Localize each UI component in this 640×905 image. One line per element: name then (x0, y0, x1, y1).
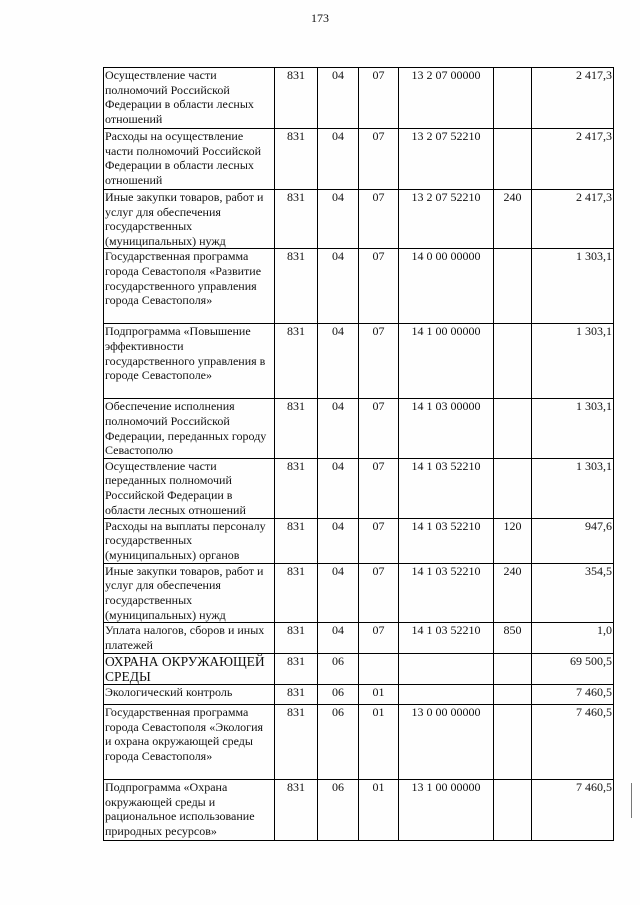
budget-table (103, 67, 614, 841)
cell-row-name: Обеспечение исполнения полномочий Российской Федерации, переданных городу Севастополю (104, 399, 275, 458)
cell-expense-type-code (494, 249, 532, 324)
cell-target-article-code: 14 1 03 52210 (399, 458, 494, 518)
cell-expense-type-code (494, 685, 532, 705)
cell-amount: 1 303,1 (532, 458, 614, 518)
cell-subsection-code (359, 654, 399, 685)
cell-amount: 1 303,1 (532, 399, 614, 458)
cell-section-code: 04 (318, 68, 359, 129)
cell-target-article-code: 13 0 00 00000 (399, 705, 494, 780)
cell-ved-code: 831 (275, 654, 318, 685)
cell-expense-type-code (494, 705, 532, 780)
cell-subsection-code: 07 (359, 458, 399, 518)
table-row (104, 324, 614, 399)
cell-expense-type-code (494, 780, 532, 841)
table-row (104, 518, 614, 563)
cell-section-code: 06 (318, 705, 359, 780)
cell-section-code: 04 (318, 458, 359, 518)
cell-subsection-code: 07 (359, 518, 399, 563)
table-row (104, 705, 614, 780)
cell-row-name: Подпрограмма «Повышение эффективности государственного управления в городе Севастополе» (104, 324, 275, 399)
table-body (104, 68, 614, 841)
cell-section-code: 06 (318, 780, 359, 841)
cell-expense-type-code: 240 (494, 190, 532, 249)
cell-section-code: 04 (318, 324, 359, 399)
scan-edge-mark (631, 783, 632, 818)
cell-target-article-code: 14 1 03 52210 (399, 563, 494, 622)
cell-ved-code: 831 (275, 399, 318, 458)
cell-target-article-code: 14 1 03 00000 (399, 399, 494, 458)
cell-amount: 947,6 (532, 518, 614, 563)
cell-subsection-code: 07 (359, 129, 399, 190)
cell-row-name: Осуществление части переданных полномочий Российской Федерации в области лесных отношений (104, 458, 275, 518)
table-row (104, 129, 614, 190)
cell-section-code: 04 (318, 399, 359, 458)
table-row (104, 563, 614, 622)
cell-amount: 2 417,3 (532, 129, 614, 190)
cell-ved-code: 831 (275, 780, 318, 841)
cell-target-article-code: 14 1 03 52210 (399, 518, 494, 563)
cell-row-name: Расходы на осуществление части полномочий Российской Федерации в области лесных отношений (104, 129, 275, 190)
cell-amount: 1,0 (532, 623, 614, 654)
cell-expense-type-code (494, 324, 532, 399)
cell-expense-type-code: 240 (494, 563, 532, 622)
cell-row-name: ОХРАНА ОКРУЖАЮЩЕЙ СРЕДЫ (104, 654, 275, 685)
cell-ved-code: 831 (275, 563, 318, 622)
table-row (104, 685, 614, 705)
cell-expense-type-code: 120 (494, 518, 532, 563)
cell-subsection-code: 07 (359, 399, 399, 458)
cell-subsection-code: 01 (359, 685, 399, 705)
cell-ved-code: 831 (275, 324, 318, 399)
cell-expense-type-code (494, 654, 532, 685)
table-row (104, 458, 614, 518)
cell-section-code: 04 (318, 129, 359, 190)
cell-subsection-code: 07 (359, 563, 399, 622)
cell-section-code: 04 (318, 518, 359, 563)
cell-target-article-code: 13 2 07 52210 (399, 190, 494, 249)
cell-expense-type-code (494, 68, 532, 129)
cell-target-article-code: 14 1 00 00000 (399, 324, 494, 399)
cell-section-code: 06 (318, 685, 359, 705)
cell-amount: 1 303,1 (532, 324, 614, 399)
cell-ved-code: 831 (275, 190, 318, 249)
table-row (104, 68, 614, 129)
cell-subsection-code: 07 (359, 324, 399, 399)
cell-ved-code: 831 (275, 685, 318, 705)
cell-ved-code: 831 (275, 68, 318, 129)
cell-expense-type-code (494, 129, 532, 190)
cell-amount: 2 417,3 (532, 190, 614, 249)
cell-row-name: Уплата налогов, сборов и иных платежей (104, 623, 275, 654)
cell-amount: 354,5 (532, 563, 614, 622)
cell-subsection-code: 07 (359, 623, 399, 654)
cell-ved-code: 831 (275, 458, 318, 518)
table-row (104, 190, 614, 249)
cell-subsection-code: 07 (359, 249, 399, 324)
cell-amount: 69 500,5 (532, 654, 614, 685)
cell-target-article-code: 13 2 07 52210 (399, 129, 494, 190)
cell-target-article-code: 13 1 00 00000 (399, 780, 494, 841)
cell-expense-type-code (494, 399, 532, 458)
table-row (104, 399, 614, 458)
table-row (104, 654, 614, 685)
cell-subsection-code: 07 (359, 68, 399, 129)
cell-target-article-code (399, 685, 494, 705)
cell-expense-type-code: 850 (494, 623, 532, 654)
cell-amount: 2 417,3 (532, 68, 614, 129)
cell-row-name: Государственная программа города Севастополя «Развитие государственного управления города Севастополя» (104, 249, 275, 324)
table-row (104, 623, 614, 654)
table-row (104, 780, 614, 841)
table-row (104, 249, 614, 324)
cell-section-code: 04 (318, 563, 359, 622)
cell-subsection-code: 01 (359, 780, 399, 841)
cell-section-code: 06 (318, 654, 359, 685)
cell-ved-code: 831 (275, 518, 318, 563)
cell-section-code: 04 (318, 190, 359, 249)
cell-row-name: Иные закупки товаров, работ и услуг для обеспечения государственных (муниципальных) нужд (104, 190, 275, 249)
cell-target-article-code: 14 0 00 00000 (399, 249, 494, 324)
cell-row-name: Расходы на выплаты персоналу государственных (муниципальных) органов (104, 518, 275, 563)
cell-section-code: 04 (318, 249, 359, 324)
cell-ved-code: 831 (275, 705, 318, 780)
cell-row-name: Подпрограмма «Охрана окружающей среды и рациональное использование природных ресурсов» (104, 780, 275, 841)
cell-row-name: Иные закупки товаров, работ и услуг для обеспечения государственных (муниципальных) нужд (104, 563, 275, 622)
cell-amount: 1 303,1 (532, 249, 614, 324)
cell-ved-code: 831 (275, 129, 318, 190)
cell-row-name: Государственная программа города Севастополя «Экология и охрана окружающей среды города Севастополя» (104, 705, 275, 780)
cell-ved-code: 831 (275, 623, 318, 654)
page-number: 173 (311, 11, 329, 25)
cell-row-name: Экологический контроль (104, 685, 275, 705)
cell-amount: 7 460,5 (532, 705, 614, 780)
cell-target-article-code: 14 1 03 52210 (399, 623, 494, 654)
cell-target-article-code (399, 654, 494, 685)
cell-subsection-code: 01 (359, 705, 399, 780)
cell-ved-code: 831 (275, 249, 318, 324)
cell-section-code: 04 (318, 623, 359, 654)
cell-row-name: Осуществление части полномочий Российской Федерации в области лесных отношений (104, 68, 275, 129)
cell-expense-type-code (494, 458, 532, 518)
cell-amount: 7 460,5 (532, 685, 614, 705)
cell-target-article-code: 13 2 07 00000 (399, 68, 494, 129)
cell-subsection-code: 07 (359, 190, 399, 249)
cell-amount: 7 460,5 (532, 780, 614, 841)
